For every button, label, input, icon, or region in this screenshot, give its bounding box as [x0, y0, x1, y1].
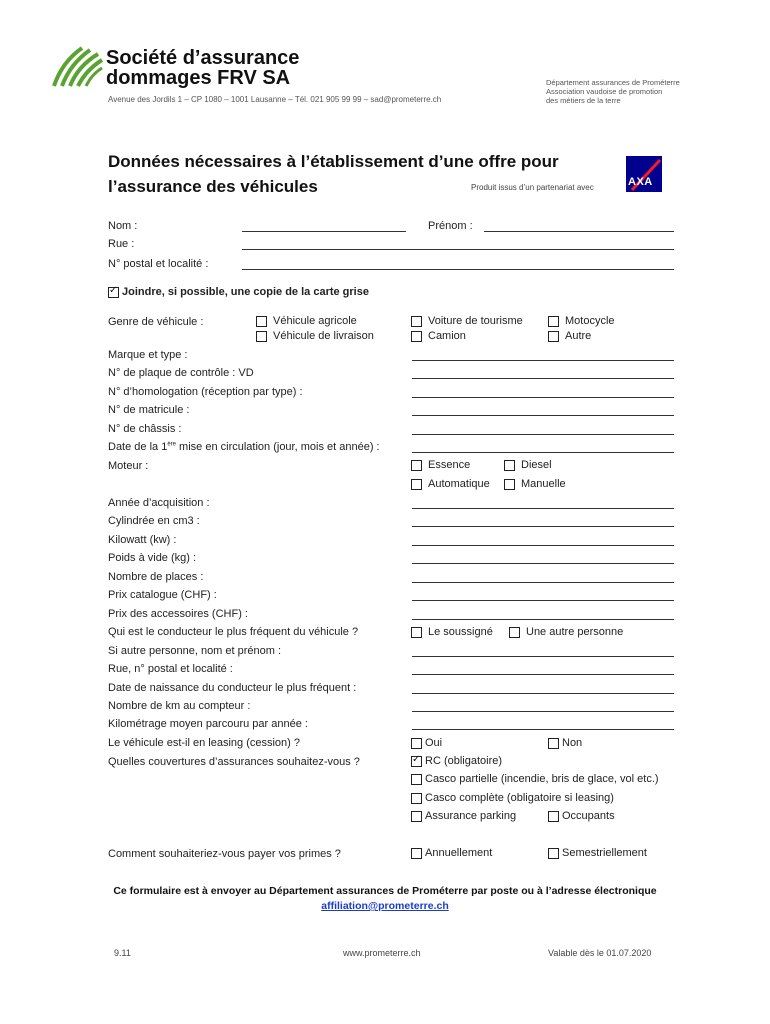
rue-postal-label: Rue, n° postal et localité :	[108, 663, 233, 675]
paiement-semestriel-label: Semestriellement	[562, 847, 647, 859]
genre-livraison-label: Véhicule de livraison	[273, 330, 374, 342]
prix-accessoires-label: Prix des accessoires (CHF) :	[108, 608, 248, 620]
naissance-label: Date de naissance du conducteur le plus fréquent :	[108, 682, 357, 694]
date-circulation-sup: ère	[167, 441, 176, 448]
dept-line2: Association vaudoise de promotion	[546, 87, 663, 96]
conducteur-autre-label: Une autre personne	[526, 626, 624, 638]
acquisition-field[interactable]	[412, 508, 674, 509]
moteur-diesel-checkbox[interactable]	[504, 460, 515, 471]
moteur-diesel-label: Diesel	[521, 459, 552, 471]
carte-grise-label: Joindre, si possible, une copie de la carte grise	[122, 286, 369, 298]
conducteur-label: Qui est le conducteur le plus fréquent du véhicule ?	[108, 626, 359, 638]
genre-tourisme-checkbox[interactable]	[411, 316, 422, 327]
genre-agricole-checkbox[interactable]	[256, 316, 267, 327]
km-field[interactable]	[412, 711, 674, 712]
paiement-annuel-checkbox[interactable]	[411, 848, 422, 859]
marque-label: Marque et type :	[108, 349, 188, 361]
homologation-field[interactable]	[412, 397, 674, 398]
conducteur-autre-checkbox[interactable]	[509, 627, 520, 638]
moteur-automatique-checkbox[interactable]	[411, 479, 422, 490]
cylindree-field[interactable]	[412, 526, 674, 527]
km-moyen-field[interactable]	[412, 729, 674, 730]
couverture-rc-checkbox[interactable]	[411, 756, 422, 767]
footer-website: www.prometerre.ch	[343, 948, 421, 958]
genre-camion-checkbox[interactable]	[411, 331, 422, 342]
leasing-non-label: Non	[562, 737, 583, 749]
prix-catalogue-field[interactable]	[412, 600, 674, 601]
carte-grise-checkbox[interactable]	[108, 287, 119, 298]
couverture-casco-complete-checkbox[interactable]	[411, 793, 422, 804]
nom-label: Nom :	[108, 220, 138, 232]
chassis-field[interactable]	[412, 434, 674, 435]
genre-livraison-checkbox[interactable]	[256, 331, 267, 342]
plaque-label: N° de plaque de contrôle : VD	[108, 367, 254, 379]
rue-field[interactable]	[242, 249, 674, 250]
couverture-casco-complete-label: Casco complète (obligatoire si leasing)	[425, 792, 614, 804]
date-circulation-field[interactable]	[412, 452, 674, 453]
chassis-label: N° de châssis :	[108, 423, 182, 435]
form-title-line1: Données nécessaires à l’établissement d’une offre pour	[108, 152, 559, 171]
genre-tourisme-label: Voiture de tourisme	[428, 315, 523, 327]
plaque-field[interactable]	[412, 378, 674, 379]
paiement-label: Comment souhaiteriez-vous payer vos primes ?	[108, 848, 341, 860]
company-address: Avenue des Jordils 1 – CP 1080 – 1001 Lausanne – Tél. 021 905 99 99 – sad@prometerre.ch	[108, 95, 442, 104]
genre-agricole-label: Véhicule agricole	[273, 315, 357, 327]
postal-label: N° postal et localité :	[108, 258, 209, 270]
leasing-oui-label: Oui	[425, 737, 443, 749]
department-info	[546, 78, 680, 105]
couverture-parking-label: Assurance parking	[425, 810, 517, 822]
rue-label: Rue :	[108, 238, 135, 250]
poids-field[interactable]	[412, 563, 674, 564]
moteur-essence-checkbox[interactable]	[411, 460, 422, 471]
naissance-field[interactable]	[412, 693, 674, 694]
autre-nom-field[interactable]	[412, 656, 674, 657]
conducteur-soussigne-checkbox[interactable]	[411, 627, 422, 638]
couverture-occupants-checkbox[interactable]	[548, 811, 559, 822]
axa-wordmark: AXA	[628, 176, 653, 188]
couverture-casco-partielle-label: Casco partielle (incendie, bris de glace, vol etc.)	[425, 773, 659, 785]
genre-autre-checkbox[interactable]	[548, 331, 559, 342]
prix-catalogue-label: Prix catalogue (CHF) :	[108, 589, 217, 601]
acquisition-label: Année d’acquisition :	[108, 497, 210, 509]
places-field[interactable]	[412, 582, 674, 583]
dept-line3: des métiers de la terre	[546, 96, 621, 105]
company-name-line2: dommages FRV SA	[106, 67, 291, 89]
footer-note: Ce formulaire est à envoyer au Département assurances de Prométerre par poste ou à l’adresse électronique	[113, 885, 657, 897]
kilowatt-field[interactable]	[412, 545, 674, 546]
company-name	[106, 48, 299, 88]
moteur-label: Moteur :	[108, 460, 149, 472]
moteur-automatique-label: Automatique	[428, 478, 490, 490]
matricule-label: N° de matricule :	[108, 404, 190, 416]
date-circulation-post: mise en circulation (jour, mois et année) :	[176, 441, 380, 453]
footer-version: 9.11	[114, 948, 131, 958]
cylindree-label: Cylindrée en cm3 :	[108, 515, 200, 527]
moteur-manuelle-label: Manuelle	[521, 478, 566, 490]
places-label: Nombre de places :	[108, 571, 204, 583]
footer-validity: Valable dès le 01.07.2020	[548, 948, 652, 958]
km-label: Nombre de km au compteur :	[108, 700, 251, 712]
km-moyen-label: Kilométrage moyen parcouru par année :	[108, 718, 308, 730]
homologation-label: N° d’homologation (réception par type) :	[108, 386, 303, 398]
date-circulation-pre: Date de la 1	[108, 441, 168, 453]
genre-camion-label: Camion	[428, 330, 466, 342]
leasing-non-checkbox[interactable]	[548, 738, 559, 749]
autre-nom-label: Si autre personne, nom et prénom :	[108, 645, 282, 657]
partner-text: Produit issus d’un partenariat avec	[471, 183, 594, 192]
prix-accessoires-field[interactable]	[412, 619, 674, 620]
footer-email-link[interactable]: affiliation@prometerre.ch	[321, 900, 449, 912]
dept-line1: Département assurances de Prométerre	[546, 78, 680, 87]
couvertures-label: Quelles couvertures d’assurances souhaitez-vous ?	[108, 756, 360, 768]
paiement-semestriel-checkbox[interactable]	[548, 848, 559, 859]
rue-postal-field[interactable]	[412, 674, 674, 675]
matricule-field[interactable]	[412, 415, 674, 416]
company-logo-icon	[52, 44, 104, 88]
marque-field[interactable]	[412, 360, 674, 361]
couverture-occupants-label: Occupants	[562, 810, 615, 822]
poids-label: Poids à vide (kg) :	[108, 552, 197, 564]
kilowatt-label: Kilowatt (kw) :	[108, 534, 177, 546]
company-name-line1: Société d’assurance	[106, 47, 300, 69]
couverture-parking-checkbox[interactable]	[411, 811, 422, 822]
genre-autre-label: Autre	[565, 330, 592, 342]
couverture-rc-label: RC (obligatoire)	[425, 755, 503, 767]
moteur-manuelle-checkbox[interactable]	[504, 479, 515, 490]
postal-field[interactable]	[242, 269, 674, 270]
prenom-label: Prénom :	[428, 220, 473, 232]
footer-email-row	[0, 900, 770, 912]
couverture-casco-partielle-checkbox[interactable]	[411, 774, 422, 785]
form-title-line2: l’assurance des véhicules	[108, 177, 318, 196]
prenom-field[interactable]	[484, 231, 674, 232]
conducteur-soussigne-label: Le soussigné	[428, 626, 493, 638]
axa-logo	[626, 156, 662, 192]
nom-field[interactable]	[242, 231, 406, 232]
paiement-annuel-label: Annuellement	[425, 847, 493, 859]
moteur-essence-label: Essence	[428, 459, 471, 471]
leasing-label: Le véhicule est-il en leasing (cession) ?	[108, 737, 300, 749]
genre-motocycle-checkbox[interactable]	[548, 316, 559, 327]
genre-label: Genre de véhicule :	[108, 316, 204, 328]
genre-motocycle-label: Motocycle	[565, 315, 615, 327]
date-circulation-label	[108, 441, 380, 453]
leasing-oui-checkbox[interactable]	[411, 738, 422, 749]
